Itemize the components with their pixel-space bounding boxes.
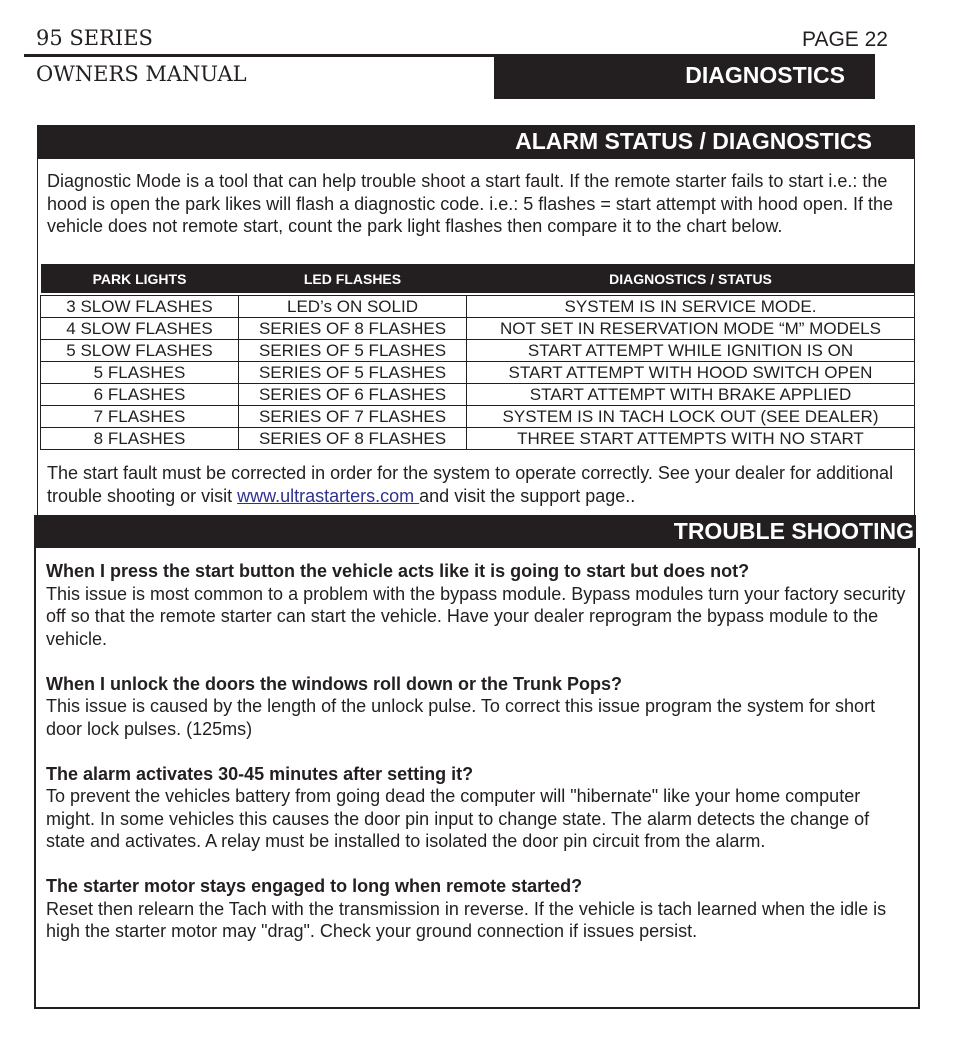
park-lights-cell: 4 SLOW FLASHES (41, 318, 239, 340)
led-flashes-cell: SERIES OF 8 FLASHES (239, 318, 467, 340)
park-lights-cell: 7 FLASHES (41, 406, 239, 428)
support-website-link[interactable]: www.ultrastarters.com (237, 485, 420, 506)
column-header-led-flashes: LED FLASHES (239, 264, 467, 293)
trouble-item (46, 763, 912, 853)
status-cell: NOT SET IN RESERVATION MODE “M” MODELS (467, 318, 915, 340)
park-lights-cell: 3 SLOW FLASHES (41, 296, 239, 318)
trouble-item (46, 673, 912, 741)
trouble-list (46, 560, 912, 965)
column-header-park-lights: PARK LIGHTS (41, 264, 239, 293)
led-flashes-cell: LED’s ON SOLID (239, 296, 467, 318)
page-number: PAGE 22 (802, 28, 888, 51)
diagnostics-table (40, 264, 915, 450)
led-flashes-cell: SERIES OF 5 FLASHES (239, 362, 467, 384)
led-flashes-cell: SERIES OF 6 FLASHES (239, 384, 467, 406)
status-cell: START ATTEMPT WHILE IGNITION IS ON (467, 340, 915, 362)
column-header-diagnostics-status: DIAGNOSTICS / STATUS (467, 264, 915, 293)
table-row (41, 384, 915, 406)
trouble-question: The starter motor stays engaged to long when remote started? (46, 876, 583, 896)
table-row (41, 406, 915, 428)
park-lights-cell: 5 SLOW FLASHES (41, 340, 239, 362)
trouble-question: When I press the start button the vehicle acts like it is going to start but does not? (46, 561, 750, 581)
outro-text-before: The start fault must be corrected in order for the system to operate correctly. See your dealer for additional trouble shooting or visit (47, 463, 894, 506)
manual-label: OWNERS MANUAL (36, 62, 247, 86)
alarm-intro-text: Diagnostic Mode is a tool that can help trouble shoot a start fault. If the remote starter fails to start i.e.: the hood is open the park likes will flash a diagnostic code. i.e.: 5 flashes = start attempt with hood open. If the vehicle does not remote start, count the park light flashes then compare it to the chart below. (47, 171, 893, 236)
trouble-item (46, 875, 912, 943)
trouble-question: The alarm activates 30-45 minutes after setting it? (46, 763, 474, 784)
trouble-answer: To prevent the vehicles battery from going dead the computer will "hibernate" like your home computer might. In some vehicles this causes the door pin input to change state. The alarm detects the change of state and activates. A relay must be installed to isolated the door pin circuit from the alarm. (46, 786, 870, 851)
outro-text-after: and visit the support page.. (419, 485, 636, 506)
park-lights-cell: 5 FLASHES (41, 362, 239, 384)
table-header-row (41, 264, 915, 293)
trouble-answer: Reset then relearn the Tach with the transmission in reverse. If the vehicle is tach learned when the idle is high the starter motor may "drag". Check your ground connection if issues persist. (46, 898, 887, 941)
led-flashes-cell: SERIES OF 5 FLASHES (239, 340, 467, 362)
park-lights-cell: 8 FLASHES (41, 428, 239, 450)
led-flashes-cell: SERIES OF 7 FLASHES (239, 406, 467, 428)
table-row (41, 296, 915, 318)
section-tab: DIAGNOSTICS (494, 56, 875, 99)
alarm-section-title: ALARM STATUS / DIAGNOSTICS (37, 125, 915, 159)
status-cell: START ATTEMPT WITH HOOD SWITCH OPEN (467, 362, 915, 384)
table-row (41, 340, 915, 362)
park-lights-cell: 6 FLASHES (41, 384, 239, 406)
led-flashes-cell: SERIES OF 8 FLASHES (239, 428, 467, 450)
series-label: 95 SERIES (36, 26, 153, 50)
trouble-question: When I unlock the doors the windows roll down or the Trunk Pops? (46, 673, 623, 694)
trouble-section-title: TROUBLE SHOOTING (34, 515, 916, 548)
trouble-answer: This issue is caused by the length of the unlock pulse. To correct this issue program the system for short door lock pulses. (125ms) (46, 696, 876, 739)
status-cell: SYSTEM IS IN TACH LOCK OUT (SEE DEALER) (467, 406, 915, 428)
trouble-item (46, 560, 912, 650)
status-cell: THREE START ATTEMPTS WITH NO START (467, 428, 915, 450)
table-row (41, 428, 915, 450)
table-row (41, 362, 915, 384)
status-cell: SYSTEM IS IN SERVICE MODE. (467, 296, 915, 318)
status-cell: START ATTEMPT WITH BRAKE APPLIED (467, 384, 915, 406)
alarm-outro-text (47, 462, 909, 507)
trouble-answer: This issue is most common to a problem with the bypass module. Bypass modules turn your factory security off so that the remote starter can start the vehicle. Have your dealer reprogram the bypass module to the vehicle. (46, 583, 906, 649)
table-row (41, 318, 915, 340)
